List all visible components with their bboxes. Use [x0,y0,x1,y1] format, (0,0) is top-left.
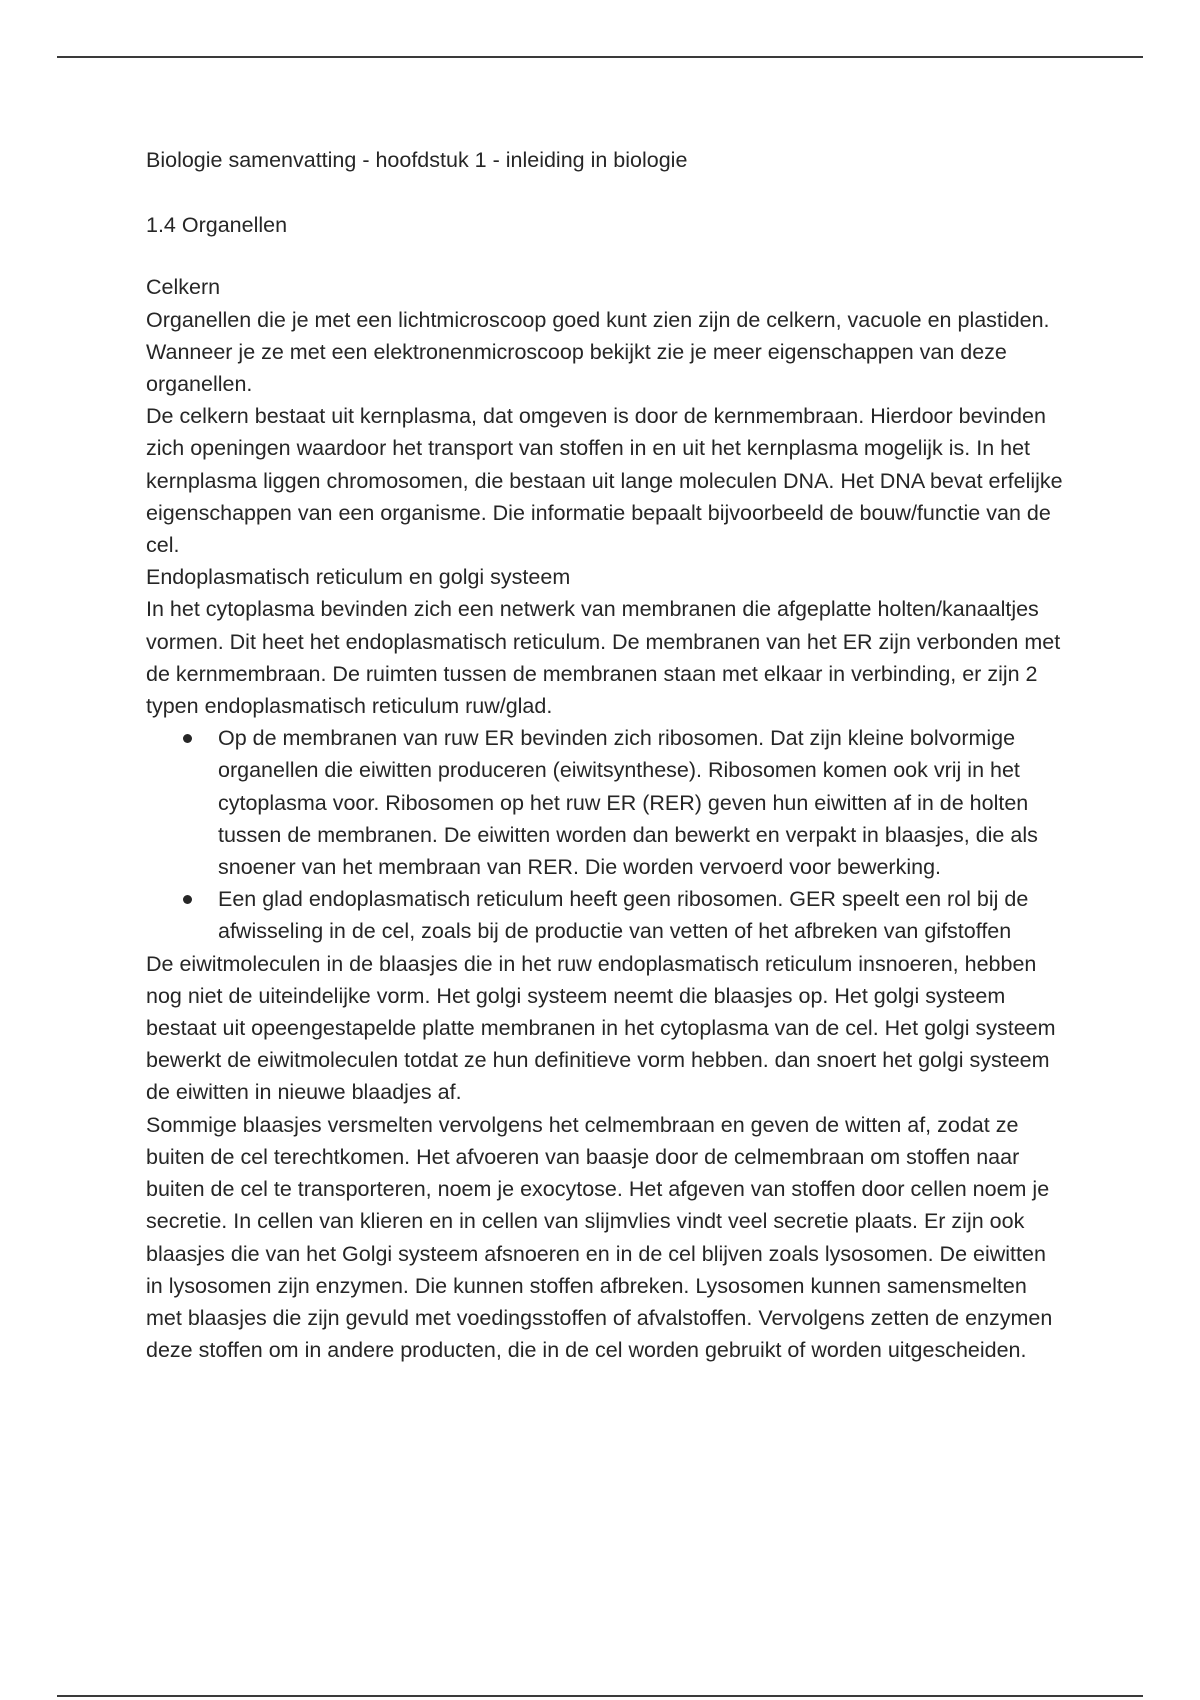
bullet-text: Een glad endoplasmatisch reticulum heeft geen ribosomen. GER speelt een rol bij de afwisseling in de cel, zoals bij de productie van vetten of het afbreken van gifstoffen [218,887,1029,944]
bullet-icon [183,895,192,904]
bottom-divider [57,1695,1143,1697]
subheading-celkern: Celkern [146,275,221,300]
bullet-text: Op de membranen van ruw ER bevinden zich ribosomen. Dat zijn kleine bolvormige organellen die eiwitten produceren (eiwitsynthese). Ribosomen komen ook vrij in het cytoplasma voor. Ribosomen op het ruw ER (RER) geven hun eiwitten af in de holten tussen de membranen. De eiwitten worden dan bewerkt en verpakt in blaasjes, die als snoener van het membraan van RER. Die worden vervoerd voor bewerking. [218,726,1038,880]
top-divider [57,56,1143,58]
document-title: Biologie samenvatting - hoofdstuk 1 - inleiding in biologie [146,148,688,172]
bullet-list [146,722,1066,947]
section-heading: 1.4 Organellen [146,213,288,238]
subheading-er-golgi: Endoplasmatisch reticulum en golgi systeem [146,565,571,590]
paragraph-exocytose: Sommige blaasjes versmelten vervolgens het celmembraan en geven de witten af, zodat ze buiten de cel terechtkomen. Het afvoeren van baasje door de celmembraan om stoffen naar buiten de cel te transporteren, noem je exocytose. Het afgeven van stoffen door cellen noem je secretie. In cellen van klieren en in cellen van slijmvlies vindt veel secretie plaats. Er zijn ook blaasjes die van het Golgi systeem afsnoeren en in de cel blijven zoals lysosomen. De eiwitten in lysosomen zijn enzymen. Die kunnen stoffen afbreken. Lysosomen kunnen samensmelten met blaasjes die zijn gevuld met voedingsstoffen of afvalstoffen. Vervolgens zetten de enzymen deze stoffen om in andere producten, die in de cel worden gebruikt of worden uitgescheiden. [146,1112,1053,1363]
list-item [218,883,1066,947]
document-body [146,144,1066,1366]
paragraph-organellen: Organellen die je met een lichtmicroscoop goed kunt zien zijn de celkern, vacuole en plastiden. Wanneer je ze met een elektronenmicroscoop bekijkt zie je meer eigenschappen van deze organellen. [146,307,1050,397]
list-item [218,722,1066,883]
paragraph-er: In het cytoplasma bevinden zich een netwerk van membranen die afgeplatte holten/kanaaltjes vormen. Dit heet het endoplasmatisch reticulum. De membranen van het ER zijn verbonden met de kernmembraan. De ruimten tussen de membranen staan met elkaar in verbinding, er zijn 2 typen endoplasmatisch reticulum ruw/glad. [146,597,1061,719]
paragraph-celkern: De celkern bestaat uit kernplasma, dat omgeven is door de kernmembraan. Hierdoor bevinden zich openingen waardoor het transport van stoffen in en uit het kernplasma mogelijk is. In het kernplasma liggen chromosomen, die bestaan uit lange moleculen DNA. Het DNA bevat erfelijke eigenschappen van een organisme. Die informatie bepaalt bijvoorbeeld de bouw/functie van de cel. [146,404,1063,558]
bullet-icon [183,734,192,743]
paragraph-golgi: De eiwitmoleculen in de blaasjes die in het ruw endoplasmatisch reticulum insnoeren, hebben nog niet de uiteindelijke vorm. Het golgi systeem neemt die blaasjes op. Het golgi systeem bestaat uit opeengestapelde platte membranen in het cytoplasma van de cel. Het golgi systeem bewerkt de eiwitmoleculen totdat ze hun definitieve vorm hebben. dan snoert het golgi systeem de eiwitten in nieuwe blaadjes af. [146,951,1056,1105]
